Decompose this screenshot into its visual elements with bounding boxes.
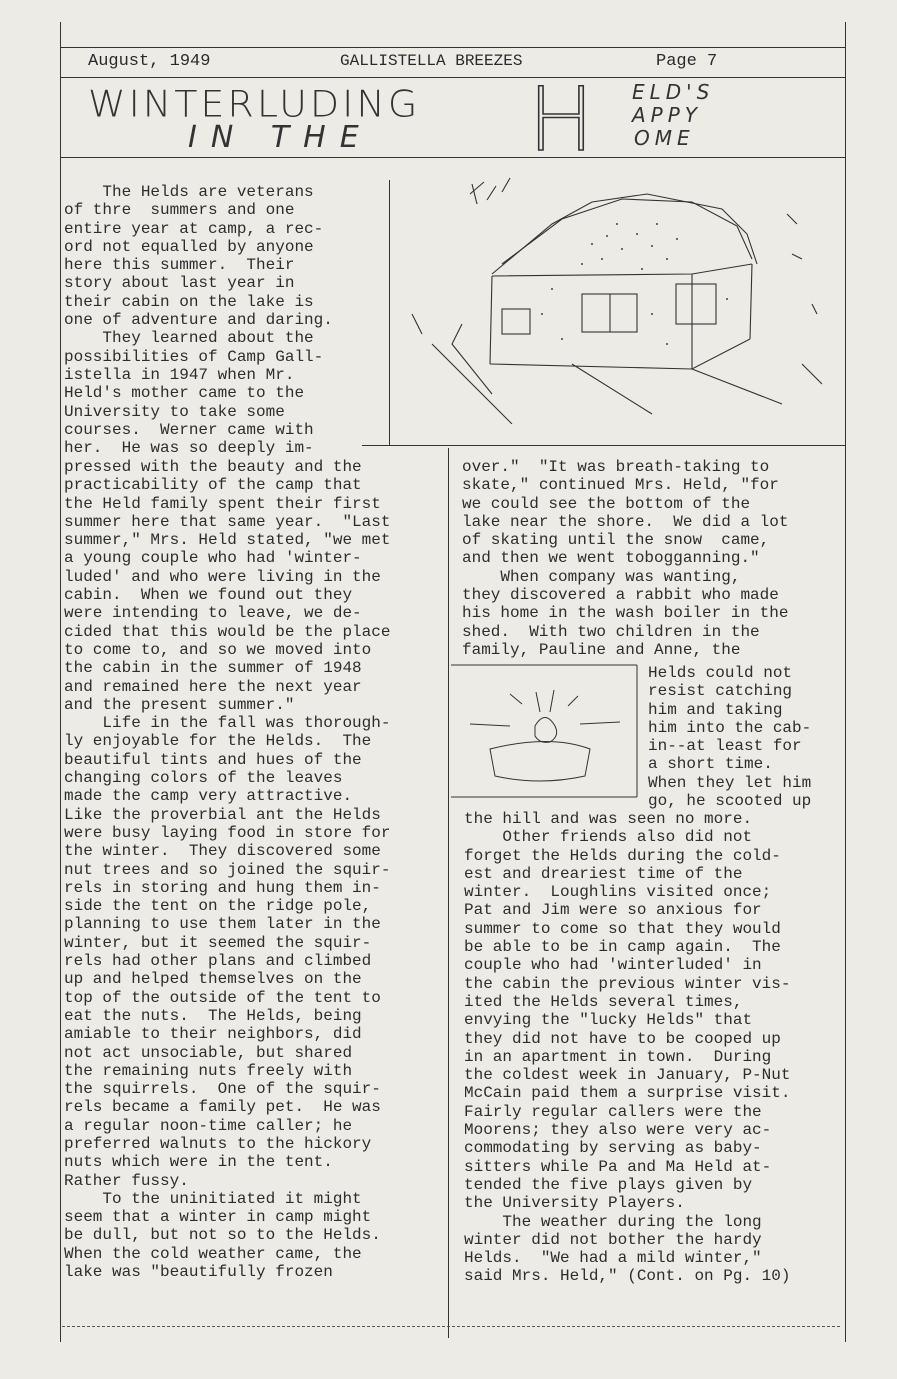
- article-line: in--at least for: [648, 737, 802, 756]
- publication-name: GALLISTELLA BREEZES: [340, 52, 523, 70]
- article-line: side the tent on the ridge pole,: [64, 897, 372, 916]
- article-line: eat the nuts. The Helds, being: [64, 1006, 362, 1025]
- title-right-3: OME: [634, 126, 695, 150]
- article-line: seem that a winter in camp might: [64, 1208, 372, 1227]
- article-line: commodating by serving as baby-: [464, 1139, 762, 1158]
- article-line: tended the five plays given by: [464, 1175, 753, 1194]
- article-line: him and taking: [648, 700, 783, 719]
- article-line: were busy laying food in store for: [64, 823, 391, 842]
- article-line: Helds. "We had a mild winter,": [464, 1249, 762, 1268]
- article-line: and the present summer.": [64, 695, 295, 714]
- article-line: McCain paid them a surprise visit.: [464, 1084, 791, 1103]
- footer-dashed-rule: [62, 1326, 840, 1327]
- article-line: summer here that same year. "Last: [64, 512, 391, 531]
- article-line: they discovered a rabbit who made: [462, 586, 779, 605]
- article-line: of skating until the snow came,: [462, 531, 770, 550]
- article-line: pressed with the beauty and the: [64, 458, 362, 476]
- article-line: The weather during the long: [464, 1212, 762, 1231]
- article-line: envying the "lucky Helds" that: [464, 1011, 753, 1030]
- article-line: couple who had 'winterluded' in: [464, 956, 762, 975]
- article-line: rels in storing and hung them in-: [64, 878, 381, 897]
- article-line: shed. With two children in the: [462, 622, 760, 641]
- article-line: his home in the wash boiler in the: [462, 604, 789, 623]
- article-line: Moorens; they also were very ac-: [464, 1121, 772, 1140]
- article-line: her. He was so deeply im-: [64, 439, 314, 458]
- article-line: the winter. They discovered some: [64, 842, 381, 861]
- title-line-2: IN THE: [188, 120, 373, 155]
- article-line: not act unsociable, but shared: [64, 1043, 353, 1062]
- article-line: Life in the fall was thorough-: [64, 714, 391, 733]
- article-line: cided that this would be the place: [64, 622, 391, 641]
- article-line: winter, but it seemed the squir-: [64, 933, 372, 952]
- right-border: [845, 22, 846, 1342]
- article-line: the Held family spent their first: [64, 494, 381, 513]
- article-col1-bottom: [64, 458, 390, 1281]
- article-line: the cabin the previous winter vis-: [464, 974, 791, 993]
- article-line: be able to be in camp again. The: [464, 938, 781, 957]
- article-line: their cabin on the lake is: [64, 292, 314, 311]
- article-line: to come to, and so we moved into: [64, 640, 372, 659]
- article-line: skate," continued Mrs. Held, "for: [462, 476, 779, 495]
- article-line: lake was "beautifully frozen: [64, 1263, 333, 1282]
- article-line: istella in 1947 when Mr.: [64, 365, 295, 384]
- article-line: ord not equalled by anyone: [64, 237, 314, 256]
- article-line: they did not have to be cooped up: [464, 1029, 781, 1048]
- article-line: made the camp very attractive.: [64, 787, 353, 806]
- article-line: we could see the bottom of the: [462, 494, 751, 513]
- article-line: top of the outside of the tent to: [64, 988, 381, 1007]
- article-col2-mid: [648, 664, 811, 810]
- article-line: nuts which were in the tent.: [64, 1153, 333, 1172]
- article-line: a young couple who had 'winter-: [64, 549, 362, 568]
- article-line: up and helped themselves on the: [64, 970, 362, 989]
- article-line: a regular noon-time caller; he: [64, 1116, 353, 1135]
- article-line: When company was wanting,: [462, 567, 741, 586]
- issue-date: August, 1949: [88, 52, 211, 71]
- article-line: the squirrels. One of the squir-: [64, 1080, 381, 1099]
- article-line: Pat and Jim were so anxious for: [464, 901, 762, 920]
- article-line: courses. Werner came with: [64, 420, 314, 439]
- article-line: family, Pauline and Anne, the: [462, 640, 741, 659]
- article-line: of thre summers and one: [64, 201, 295, 220]
- article-line: Helds could not: [648, 664, 793, 682]
- article-line: The Helds are veterans: [64, 183, 314, 201]
- article-line: ly enjoyable for the Helds. The: [64, 732, 372, 751]
- article-line: and remained here the next year: [64, 677, 362, 696]
- illustration-left-rule: [389, 180, 390, 446]
- article-line: sitters while Pa and Ma Held at-: [464, 1157, 772, 1176]
- article-col2-top: [462, 458, 788, 659]
- article-line: preferred walnuts to the hickory: [64, 1134, 372, 1153]
- article-line: a short time.: [648, 755, 773, 774]
- article-line: the hill and was seen no more.: [464, 810, 753, 828]
- left-border: [60, 22, 61, 1342]
- rabbit-illustration: [450, 664, 638, 798]
- title-bottom-rule: [60, 157, 846, 158]
- article-line: To the uninitiated it might: [64, 1189, 362, 1208]
- cabin-illustration: [392, 164, 842, 424]
- header-top-rule: [60, 47, 846, 48]
- article-line: luded' and who were living in the: [64, 567, 381, 586]
- title-right-1: ELD'S: [632, 80, 715, 104]
- article-line: and then we went tobogganning.": [462, 549, 760, 568]
- article-line: They learned about the: [64, 329, 314, 348]
- article-line: beautiful tints and hues of the: [64, 750, 362, 769]
- article-line: one of adventure and daring.: [64, 311, 333, 330]
- article-col2-bottom: [464, 810, 790, 1286]
- title-big-letter: H: [528, 68, 595, 171]
- article-line: Held's mother came to the: [64, 384, 305, 403]
- article-line: the University Players.: [464, 1194, 685, 1213]
- article-line: practicability of the camp that: [64, 476, 362, 495]
- article-line: cabin. When we found out they: [64, 586, 353, 605]
- article-line: changing colors of the leaves: [64, 769, 343, 788]
- title-line-1: WINTERLUDING: [88, 83, 421, 125]
- article-line: were intending to leave, we de-: [64, 604, 362, 623]
- article-line: lake near the shore. We did a lot: [462, 512, 789, 531]
- article-line: the remaining nuts freely with: [64, 1061, 353, 1080]
- illustration-bottom-rule: [362, 445, 846, 446]
- article-line: When they let him: [648, 773, 812, 792]
- article-col1-top: [64, 183, 333, 457]
- article-line: rels had other plans and climbed: [64, 952, 372, 971]
- article-line: the cabin in the summer of 1948: [64, 659, 362, 678]
- column-divider: [448, 448, 449, 1338]
- article-line: possibilities of Camp Gall-: [64, 347, 324, 366]
- title-right-2: APPY: [632, 103, 703, 127]
- article-line: Fairly regular callers were the: [464, 1102, 762, 1121]
- article-line: forget the Helds during the cold-: [464, 846, 781, 865]
- article-line: here this summer. Their: [64, 256, 295, 275]
- article-line: go, he scooted up: [648, 792, 812, 811]
- article-line: est and dreariest time of the: [464, 864, 743, 883]
- article-line: When the cold weather came, the: [64, 1244, 362, 1263]
- article-line: the coldest week in January, P-Nut: [464, 1066, 791, 1085]
- article-line: Rather fussy.: [64, 1171, 189, 1190]
- article-line: over." "It was breath-taking to: [462, 458, 770, 476]
- article-line: be dull, but not so to the Helds.: [64, 1226, 381, 1245]
- article-line: Other friends also did not: [464, 828, 753, 847]
- article-line: winter. Loughlins visited once;: [464, 883, 772, 902]
- page-number: Page 7: [656, 52, 718, 71]
- article-line: summer to come so that they would: [464, 919, 781, 938]
- article-line: entire year at camp, a rec-: [64, 219, 324, 238]
- article-line: story about last year in: [64, 274, 295, 293]
- article-line: said Mrs. Held," (Cont. on Pg. 10): [464, 1267, 791, 1286]
- header-bottom-rule: [60, 77, 846, 78]
- article-line: Like the proverbial ant the Helds: [64, 805, 381, 824]
- article-line: ited the Helds several times,: [464, 992, 743, 1011]
- article-line: planning to use them later in the: [64, 915, 381, 934]
- article-line: rels became a family pet. He was: [64, 1098, 381, 1117]
- article-line: nut trees and so joined the squir-: [64, 860, 391, 879]
- article-line: summer," Mrs. Held stated, "we met: [64, 531, 391, 550]
- article-line: amiable to their neighbors, did: [64, 1025, 362, 1044]
- article-line: him into the cab-: [648, 718, 812, 737]
- article-line: winter did not bother the hardy: [464, 1230, 762, 1249]
- article-line: in an apartment in town. During: [464, 1047, 772, 1066]
- article-line: resist catching: [648, 682, 793, 701]
- article-line: University to take some: [64, 402, 285, 421]
